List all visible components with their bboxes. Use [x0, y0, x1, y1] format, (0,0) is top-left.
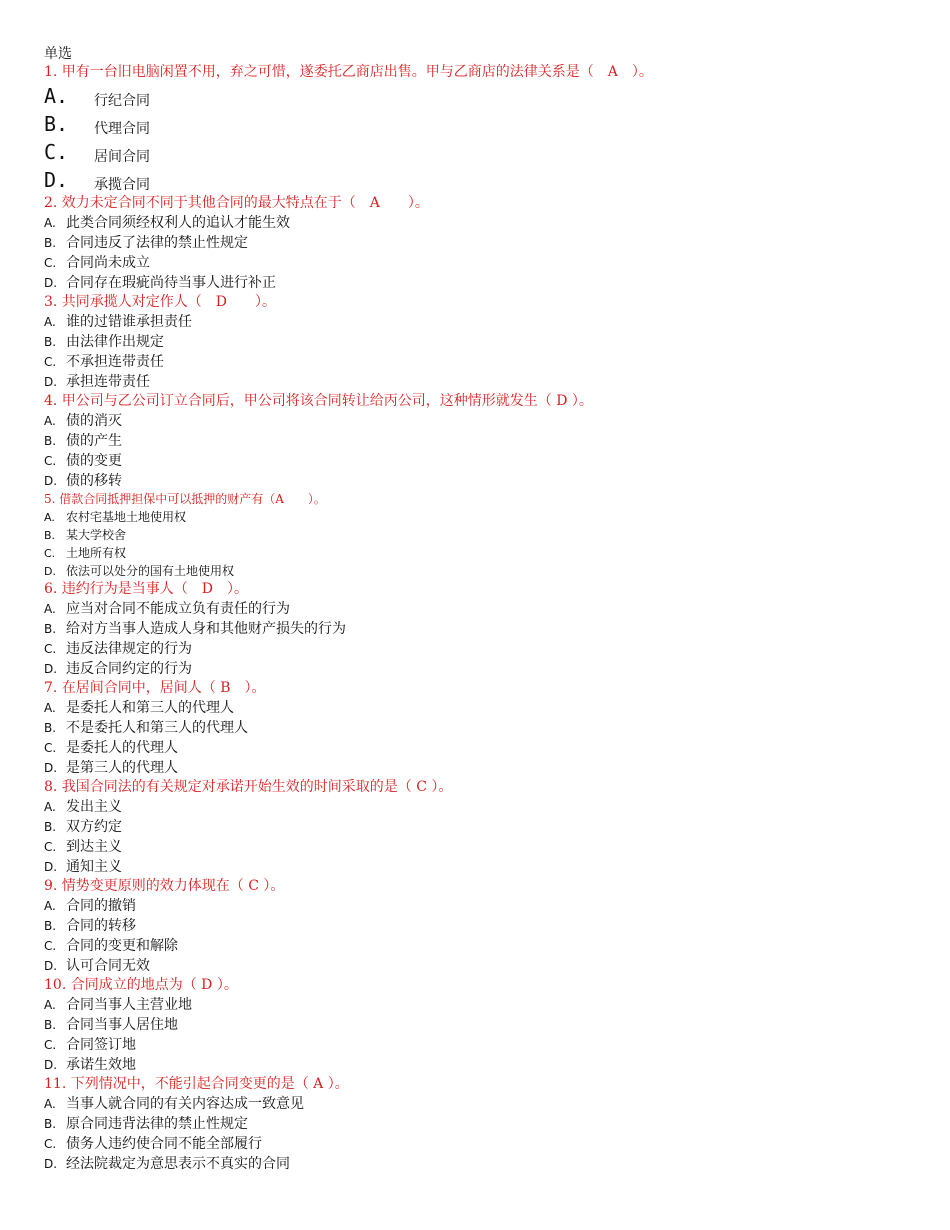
answer-option [44, 312, 924, 332]
option-letter: C. [44, 547, 56, 560]
question-text: 8. 我国合同法的有关规定对承诺开始生效的时间采取的是（ C ）。 [44, 779, 453, 795]
option-letter: B. [44, 1018, 57, 1032]
option-text: 债的变更 [66, 453, 122, 469]
answer-option [44, 138, 924, 166]
option-text: 代理合同 [94, 121, 150, 137]
option-letter: B. [44, 112, 69, 136]
option-letter: C. [44, 355, 57, 369]
answer-option [44, 837, 924, 857]
answer-option [44, 659, 924, 679]
question-text: 7. 在居间合同中，居间人（ B ）。 [44, 680, 266, 696]
option-letter: D. [44, 1157, 58, 1171]
option-letter: C. [44, 454, 57, 468]
option-text: 是委托人的代理人 [66, 740, 178, 756]
answer-option [44, 431, 924, 451]
answer-option [44, 562, 924, 580]
answer-option [44, 817, 924, 837]
option-text: 合同的变更和解除 [66, 938, 178, 954]
answer-option [44, 352, 924, 372]
answer-option [44, 1154, 924, 1174]
option-letter: A. [44, 800, 56, 814]
question-text: 11. 下列情况中，不能引起合同变更的是（ A ）。 [44, 1076, 349, 1092]
option-text: 合同的转移 [66, 918, 136, 934]
answer-option [44, 273, 924, 293]
answer-option [44, 82, 924, 110]
option-letter: A. [44, 602, 56, 616]
answer-option [44, 1134, 924, 1154]
option-letter: B. [44, 919, 57, 933]
option-letter: C. [44, 1038, 57, 1052]
option-text: 承担连带责任 [66, 374, 150, 390]
option-letter: A. [44, 216, 56, 230]
option-text: 此类合同须经权利人的追认才能生效 [66, 215, 290, 231]
option-text: 债的产生 [66, 433, 122, 449]
option-letter: B. [44, 622, 57, 636]
option-text: 给对方当事人造成人身和其他财产损失的行为 [66, 621, 346, 637]
question-text: 6. 违约行为是当事人（ D ）。 [44, 581, 249, 597]
option-text: 通知主义 [66, 859, 122, 875]
option-letter: D. [44, 761, 58, 775]
option-text: 债的消灭 [66, 413, 122, 429]
answer-option [44, 639, 924, 659]
option-text: 行纪合同 [94, 93, 150, 109]
answer-option [44, 166, 924, 194]
option-letter: D. [44, 168, 69, 192]
option-text: 谁的过错谁承担责任 [66, 314, 192, 330]
option-letter: C. [44, 1137, 57, 1151]
option-text: 违反合同约定的行为 [66, 661, 192, 677]
option-letter: D. [44, 276, 58, 290]
answer-option [44, 718, 924, 738]
option-letter: C. [44, 939, 57, 953]
answer-option [44, 372, 924, 392]
option-letter: B. [44, 434, 57, 448]
answer-option [44, 1055, 924, 1075]
answer-option [44, 508, 924, 526]
option-text: 合同的撤销 [66, 898, 136, 914]
option-letter: D. [44, 474, 58, 488]
option-letter: D. [44, 375, 58, 389]
option-text: 是委托人和第三人的代理人 [66, 700, 234, 716]
option-letter: D. [44, 860, 58, 874]
option-letter: A. [44, 701, 56, 715]
questions-container [44, 63, 924, 1174]
option-letter: B. [44, 721, 57, 735]
option-text: 居间合同 [94, 149, 150, 165]
option-text: 违反法律规定的行为 [66, 641, 192, 657]
question-text: 2. 效力未定合同不同于其他合同的最大特点在于（ A ）。 [44, 195, 429, 211]
answer-option [44, 213, 924, 233]
option-letter: D. [44, 959, 58, 973]
option-text: 某大学校舍 [66, 528, 127, 542]
option-text: 发出主义 [66, 799, 122, 815]
option-text: 合同当事人主营业地 [66, 997, 192, 1013]
answer-option [44, 599, 924, 619]
question-text: 1. 甲有一台旧电脑闲置不用，弃之可惜，遂委托乙商店出售。甲与乙商店的法律关系是（ A ）。 [44, 64, 653, 80]
option-text: 合同存在瑕疵尚待当事人进行补正 [66, 275, 276, 291]
option-text: 债的移转 [66, 473, 122, 489]
answer-option [44, 956, 924, 976]
option-text: 合同违反了法律的禁止性规定 [66, 235, 248, 251]
answer-option [44, 738, 924, 758]
question-text: 5. 借款合同抵押担保中可以抵押的财产有（A ）。 [44, 492, 326, 506]
option-text: 不承担连带责任 [66, 354, 164, 370]
option-letter: A. [44, 998, 56, 1012]
option-letter: A. [44, 315, 56, 329]
answer-option [44, 936, 924, 956]
option-text: 应当对合同不能成立负有责任的行为 [66, 601, 290, 617]
answer-option [44, 896, 924, 916]
option-letter: C. [44, 741, 57, 755]
option-text: 承揽合同 [94, 177, 150, 193]
question-text: 9. 情势变更原则的效力体现在（ C ）。 [44, 878, 285, 894]
option-text: 合同当事人居住地 [66, 1017, 178, 1033]
option-letter: C. [44, 642, 57, 656]
answer-option [44, 233, 924, 253]
option-letter: B. [44, 236, 57, 250]
option-letter: A. [44, 84, 69, 108]
answer-option [44, 1094, 924, 1114]
option-text: 合同签订地 [66, 1037, 136, 1053]
option-letter: B. [44, 1117, 57, 1131]
option-letter: B. [44, 529, 56, 542]
option-letter: D. [44, 1058, 58, 1072]
option-letter: B. [44, 335, 57, 349]
option-letter: D. [44, 662, 58, 676]
question-text: 10. 合同成立的地点为（ D ）。 [44, 977, 238, 993]
option-letter: B. [44, 820, 57, 834]
option-letter: A. [44, 511, 55, 524]
answer-option [44, 1114, 924, 1134]
question-text: 3. 共同承揽人对定作人（ D ）。 [44, 294, 277, 310]
answer-option [44, 471, 924, 491]
option-letter: C. [44, 256, 57, 270]
answer-option [44, 758, 924, 778]
answer-option [44, 332, 924, 352]
question-list [44, 45, 924, 1174]
option-text: 认可合同无效 [66, 958, 150, 974]
option-text: 由法律作出规定 [66, 334, 164, 350]
answer-option [44, 253, 924, 273]
option-letter: A. [44, 414, 56, 428]
option-text: 合同尚未成立 [66, 255, 150, 271]
question-text: 4. 甲公司与乙公司订立合同后，甲公司将该合同转让给丙公司，这种情形就发生（ D ）。 [44, 393, 593, 409]
option-letter: D. [44, 565, 56, 578]
option-text: 原合同违背法律的禁止性规定 [66, 1116, 248, 1132]
option-letter: C. [44, 140, 69, 164]
answer-option [44, 451, 924, 471]
option-letter: A. [44, 899, 56, 913]
answer-option [44, 411, 924, 431]
option-text: 到达主义 [66, 839, 122, 855]
answer-option [44, 544, 924, 562]
option-letter: C. [44, 840, 57, 854]
answer-option [44, 797, 924, 817]
answer-option [44, 110, 924, 138]
answer-option [44, 995, 924, 1015]
option-text: 土地所有权 [66, 546, 127, 560]
option-text: 不是委托人和第三人的代理人 [66, 720, 248, 736]
answer-option [44, 526, 924, 544]
answer-option [44, 698, 924, 718]
option-text: 农村宅基地土地使用权 [66, 510, 187, 524]
answer-option [44, 916, 924, 936]
option-text: 经法院裁定为意思表示不真实的合同 [66, 1156, 290, 1172]
option-text: 是第三人的代理人 [66, 760, 178, 776]
option-text: 债务人违约使合同不能全部履行 [66, 1136, 262, 1152]
answer-option [44, 857, 924, 877]
option-text: 承诺生效地 [66, 1057, 136, 1073]
section-heading: 单选 [44, 46, 72, 62]
option-text: 依法可以处分的国有土地使用权 [66, 564, 235, 578]
option-letter: A. [44, 1097, 56, 1111]
option-text: 当事人就合同的有关内容达成一致意见 [66, 1096, 304, 1112]
answer-option [44, 619, 924, 639]
answer-option [44, 1015, 924, 1035]
option-text: 双方约定 [66, 819, 122, 835]
answer-option [44, 1035, 924, 1055]
